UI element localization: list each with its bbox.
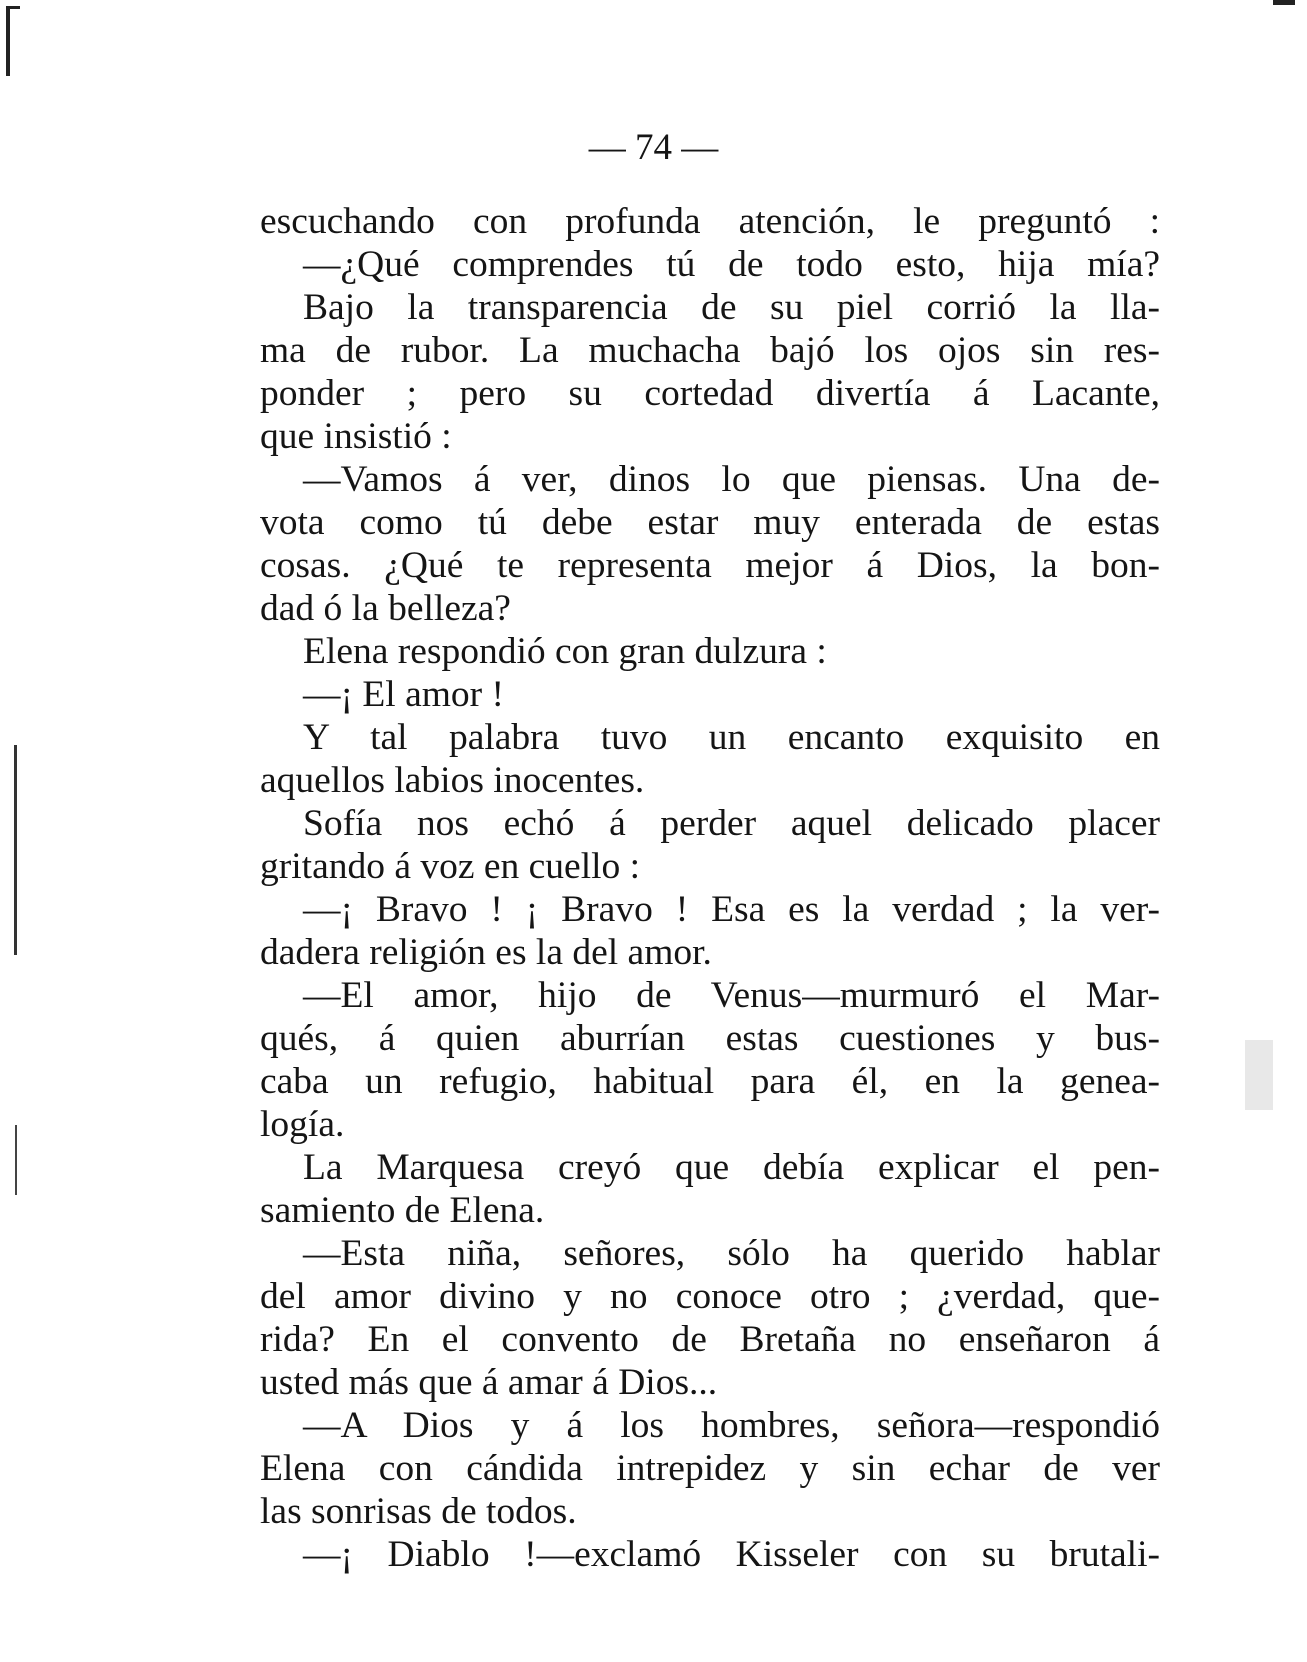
text-line: dadera religión es la del amor. — [260, 932, 712, 973]
text-line: —Vamos á ver, dinos lo que piensas. Una de- — [303, 459, 1160, 500]
text-line: Y tal palabra tuvo un encanto exquisito en — [303, 717, 1160, 758]
text-line: Elena respondió con gran dulzura : — [303, 631, 827, 672]
text-line: Sofía nos echó á perder aquel delicado placer — [303, 803, 1160, 844]
body-text — [260, 200, 1160, 1576]
text-line: cosas. ¿Qué te representa mejor á Dios, la bon- — [260, 545, 1160, 586]
text-line: —¡ El amor ! — [303, 674, 504, 715]
scan-smudge — [1245, 1040, 1273, 1110]
text-line: —A Dios y á los hombres, señora—respondió — [303, 1405, 1160, 1446]
text-line: aquellos labios inocentes. — [260, 760, 645, 801]
text-line: que insistió : — [260, 416, 452, 457]
text-line: Bajo la transparencia de su piel corrió la lla- — [303, 287, 1160, 328]
scan-edge-mark — [6, 6, 10, 76]
text-line: las sonrisas de todos. — [260, 1491, 577, 1532]
scan-edge-mark — [15, 1125, 17, 1195]
page-number: — 74 — — [588, 127, 719, 168]
text-line: ma de rubor. La muchacha bajó los ojos sin res- — [260, 330, 1160, 371]
text-line: —¡ Diablo !—exclamó Kisseler con su brutali- — [303, 1534, 1160, 1575]
text-line: ponder ; pero su cortedad divertía á Lacante, — [260, 373, 1160, 414]
text-line: Elena con cándida intrepidez y sin echar de ver — [260, 1448, 1160, 1489]
text-line: rida? En el convento de Bretaña no enseñaron á — [260, 1319, 1160, 1360]
text-line: escuchando con profunda atención, le preguntó : — [260, 201, 1160, 242]
scan-edge-mark — [1273, 0, 1295, 5]
text-line: —El amor, hijo de Venus—murmuró el Mar- — [303, 975, 1160, 1016]
text-line: La Marquesa creyó que debía explicar el pen- — [303, 1147, 1160, 1188]
scan-edge-mark — [10, 6, 20, 9]
text-line: qués, á quien aburrían estas cuestiones y bus- — [260, 1018, 1160, 1059]
text-line: logía. — [260, 1104, 345, 1145]
text-line: —¡ Bravo ! ¡ Bravo ! Esa es la verdad ; la ver- — [303, 889, 1160, 930]
text-line: dad ó la belleza? — [260, 588, 511, 629]
text-line: samiento de Elena. — [260, 1190, 545, 1231]
scan-edge-mark — [14, 745, 17, 955]
text-line: usted más que á amar á Dios... — [260, 1362, 718, 1403]
text-line: del amor divino y no conoce otro ; ¿verdad, que- — [260, 1276, 1160, 1317]
text-line: caba un refugio, habitual para él, en la genea- — [260, 1061, 1160, 1102]
text-line: —Esta niña, señores, sólo ha querido hablar — [303, 1233, 1160, 1274]
text-line: gritando á voz en cuello : — [260, 846, 641, 887]
text-line: —¿Qué comprendes tú de todo esto, hija mía? — [303, 244, 1160, 285]
text-line: vota como tú debe estar muy enterada de estas — [260, 502, 1160, 543]
